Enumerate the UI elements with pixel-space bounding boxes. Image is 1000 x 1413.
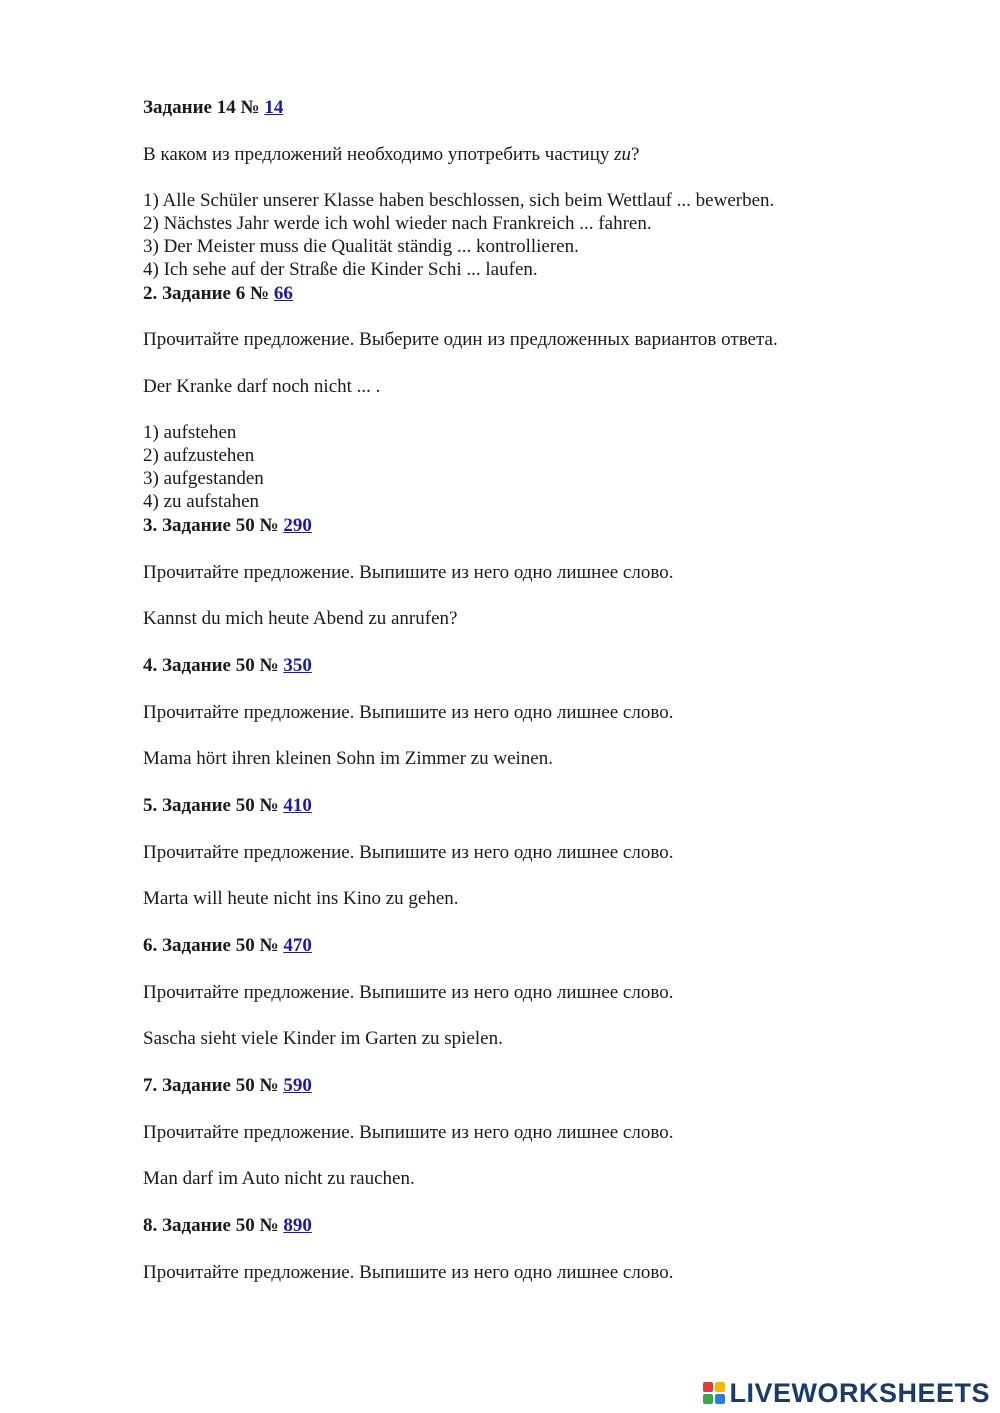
liveworksheets-logo bbox=[703, 1377, 990, 1409]
task-sentence: Marta will heute nicht ins Kino zu gehen. bbox=[143, 888, 459, 909]
task-instruction: Прочитайте предложение. Выпишите из него одно лишнее слово. bbox=[143, 842, 674, 863]
task-heading-label: 7. Задание 50 № bbox=[143, 1075, 284, 1096]
task-link[interactable]: 890 bbox=[283, 1215, 312, 1236]
task-heading-label: Задание 14 № bbox=[143, 97, 265, 118]
logo-square-icon bbox=[715, 1382, 725, 1392]
logo-square-icon bbox=[703, 1394, 713, 1404]
task-sentence: Sascha sieht viele Kinder im Garten zu spielen. bbox=[143, 1028, 503, 1049]
logo-square-icon bbox=[703, 1382, 713, 1392]
task-instruction: Прочитайте предложение. Выпишите из него одно лишнее слово. bbox=[143, 1122, 674, 1143]
task-sentence: Mama hört ihren kleinen Sohn im Zimmer zu weinen. bbox=[143, 748, 553, 769]
answer-option: 1) Alle Schüler unserer Klasse haben beschlossen, sich beim Wettlauf ... bewerben. bbox=[143, 190, 775, 211]
task-heading-14 bbox=[143, 96, 283, 119]
task-link[interactable]: 470 bbox=[283, 935, 312, 956]
task-heading-label: 5. Задание 50 № bbox=[143, 795, 284, 816]
answer-option: 2) aufzustehen bbox=[143, 445, 255, 466]
task-heading-label: 8. Задание 50 № bbox=[143, 1215, 284, 1236]
question-text: В каком из предложений необходимо употребить частицу bbox=[143, 144, 615, 165]
task-heading-2 bbox=[143, 282, 293, 305]
liveworksheets-icon bbox=[703, 1382, 725, 1404]
task-instruction: Прочитайте предложение. Выпишите из него одно лишнее слово. bbox=[143, 562, 674, 583]
task-link[interactable]: 410 bbox=[283, 795, 312, 816]
answer-option: 4) zu aufstahen bbox=[143, 491, 260, 512]
task-instruction: Прочитайте предложение. Выпишите из него одно лишнее слово. bbox=[143, 982, 674, 1003]
task-heading-6 bbox=[143, 934, 312, 957]
task-heading-label: 4. Задание 50 № bbox=[143, 655, 284, 676]
task-link[interactable]: 66 bbox=[273, 283, 293, 304]
task-heading-3 bbox=[143, 514, 312, 537]
task-instruction: Прочитайте предложение. Выпишите из него одно лишнее слово. bbox=[143, 702, 674, 723]
answer-option: 1) aufstehen bbox=[143, 422, 237, 443]
task-heading-4 bbox=[143, 654, 312, 677]
task-link[interactable]: 14 bbox=[264, 97, 284, 118]
task-instruction: Прочитайте предложение. Выберите один из предложенных вариантов ответа. bbox=[143, 329, 778, 350]
task-heading-7 bbox=[143, 1074, 312, 1097]
task-link[interactable]: 350 bbox=[283, 655, 312, 676]
logo-square-icon bbox=[715, 1394, 725, 1404]
brand-name: LIVEWORKSHEETS bbox=[729, 1377, 990, 1408]
task-heading-8 bbox=[143, 1214, 312, 1237]
question-mark: ? bbox=[631, 144, 640, 165]
task-instruction: Прочитайте предложение. Выпишите из него одно лишнее слово. bbox=[143, 1262, 674, 1283]
answer-option: 3) Der Meister muss die Qualität ständig ... kontrollieren. bbox=[143, 236, 579, 257]
answer-option: 4) Ich sehe auf der Straße die Kinder Schi ... laufen. bbox=[143, 259, 538, 280]
task-sentence: Der Kranke darf noch nicht ... . bbox=[143, 376, 381, 397]
task-question bbox=[143, 143, 639, 166]
question-particle: zu bbox=[614, 144, 632, 165]
task-sentence: Kannst du mich heute Abend zu anrufen? bbox=[143, 608, 458, 629]
answer-option: 3) aufgestanden bbox=[143, 468, 264, 489]
task-heading-label: 2. Задание 6 № bbox=[143, 283, 274, 304]
task-sentence: Man darf im Auto nicht zu rauchen. bbox=[143, 1168, 415, 1189]
task-heading-5 bbox=[143, 794, 312, 817]
task-heading-label: 6. Задание 50 № bbox=[143, 935, 284, 956]
task-link[interactable]: 590 bbox=[283, 1075, 312, 1096]
answer-option: 2) Nächstes Jahr werde ich wohl wieder nach Frankreich ... fahren. bbox=[143, 213, 652, 234]
task-link[interactable]: 290 bbox=[283, 515, 312, 536]
task-heading-label: 3. Задание 50 № bbox=[143, 515, 284, 536]
